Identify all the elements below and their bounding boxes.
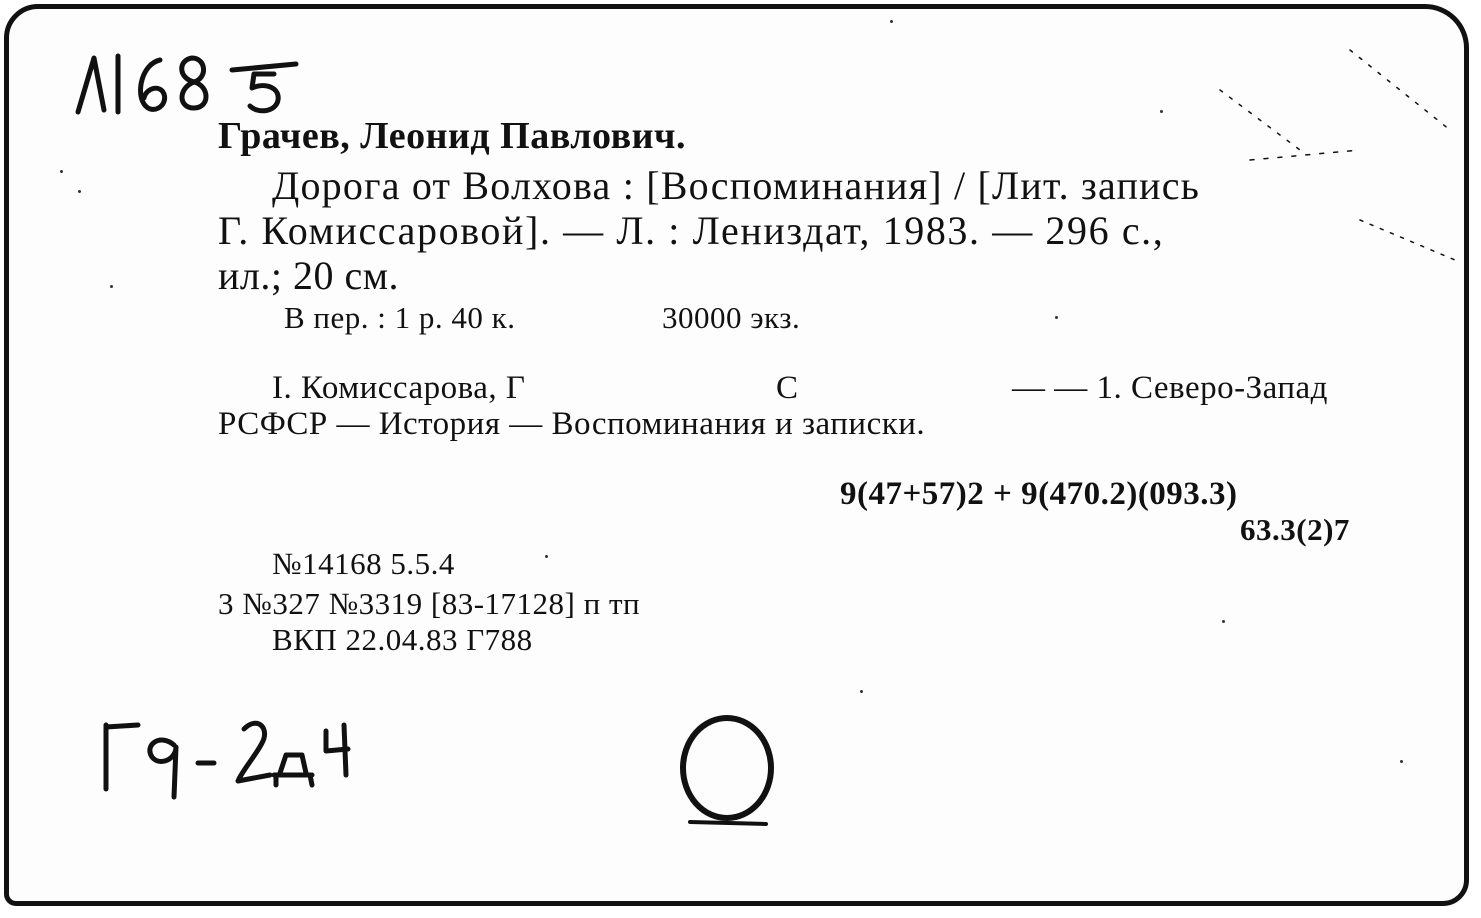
dust-speck	[545, 555, 548, 558]
dust-speck	[890, 20, 893, 23]
tracing-line-1-end: — — 1. Северо-Запад	[1012, 370, 1328, 406]
author-heading: Грачев, Леонид Павлович.	[218, 115, 686, 157]
handwritten-shelf-code	[90, 705, 380, 815]
dust-speck	[860, 690, 863, 693]
dust-speck	[78, 190, 81, 193]
tracing-line-1-start: I. Комиссарова, Г	[272, 370, 526, 406]
dust-speck	[60, 170, 63, 173]
price-binding: В пер. : 1 р. 40 к.	[284, 300, 516, 335]
tracing-line-2: РСФСР — История — Воспоминания и записки.	[218, 406, 926, 442]
bbk-index-line-1: 9(47+57)2 + 9(470.2)(093.3)	[840, 476, 1238, 512]
punch-hole	[670, 710, 790, 840]
print-run: 30000 экз.	[662, 300, 801, 335]
dust-speck	[1222, 620, 1225, 623]
title-line-2: Г. Комиссаровой]. — Л. : Лениздат, 1983. — 296 с.,	[218, 208, 1165, 253]
dust-speck	[1400, 760, 1403, 763]
production-line-1: №14168 5.5.4	[272, 546, 455, 581]
tracing-line-1-mid: С	[776, 370, 799, 406]
production-line-2: 3 №327 №3319 [83-17128] п тп	[218, 586, 641, 621]
title-line-1: Дорога от Волхова : [Воспоминания] / [Лит. запись	[272, 163, 1201, 208]
dust-speck	[110, 285, 113, 288]
bbk-index-line-2: 63.3(2)7	[1240, 512, 1350, 547]
dust-speck	[1055, 316, 1058, 319]
production-line-3: ВКП 22.04.83 Г788	[272, 622, 533, 657]
title-line-3: ил.; 20 см.	[218, 253, 400, 298]
